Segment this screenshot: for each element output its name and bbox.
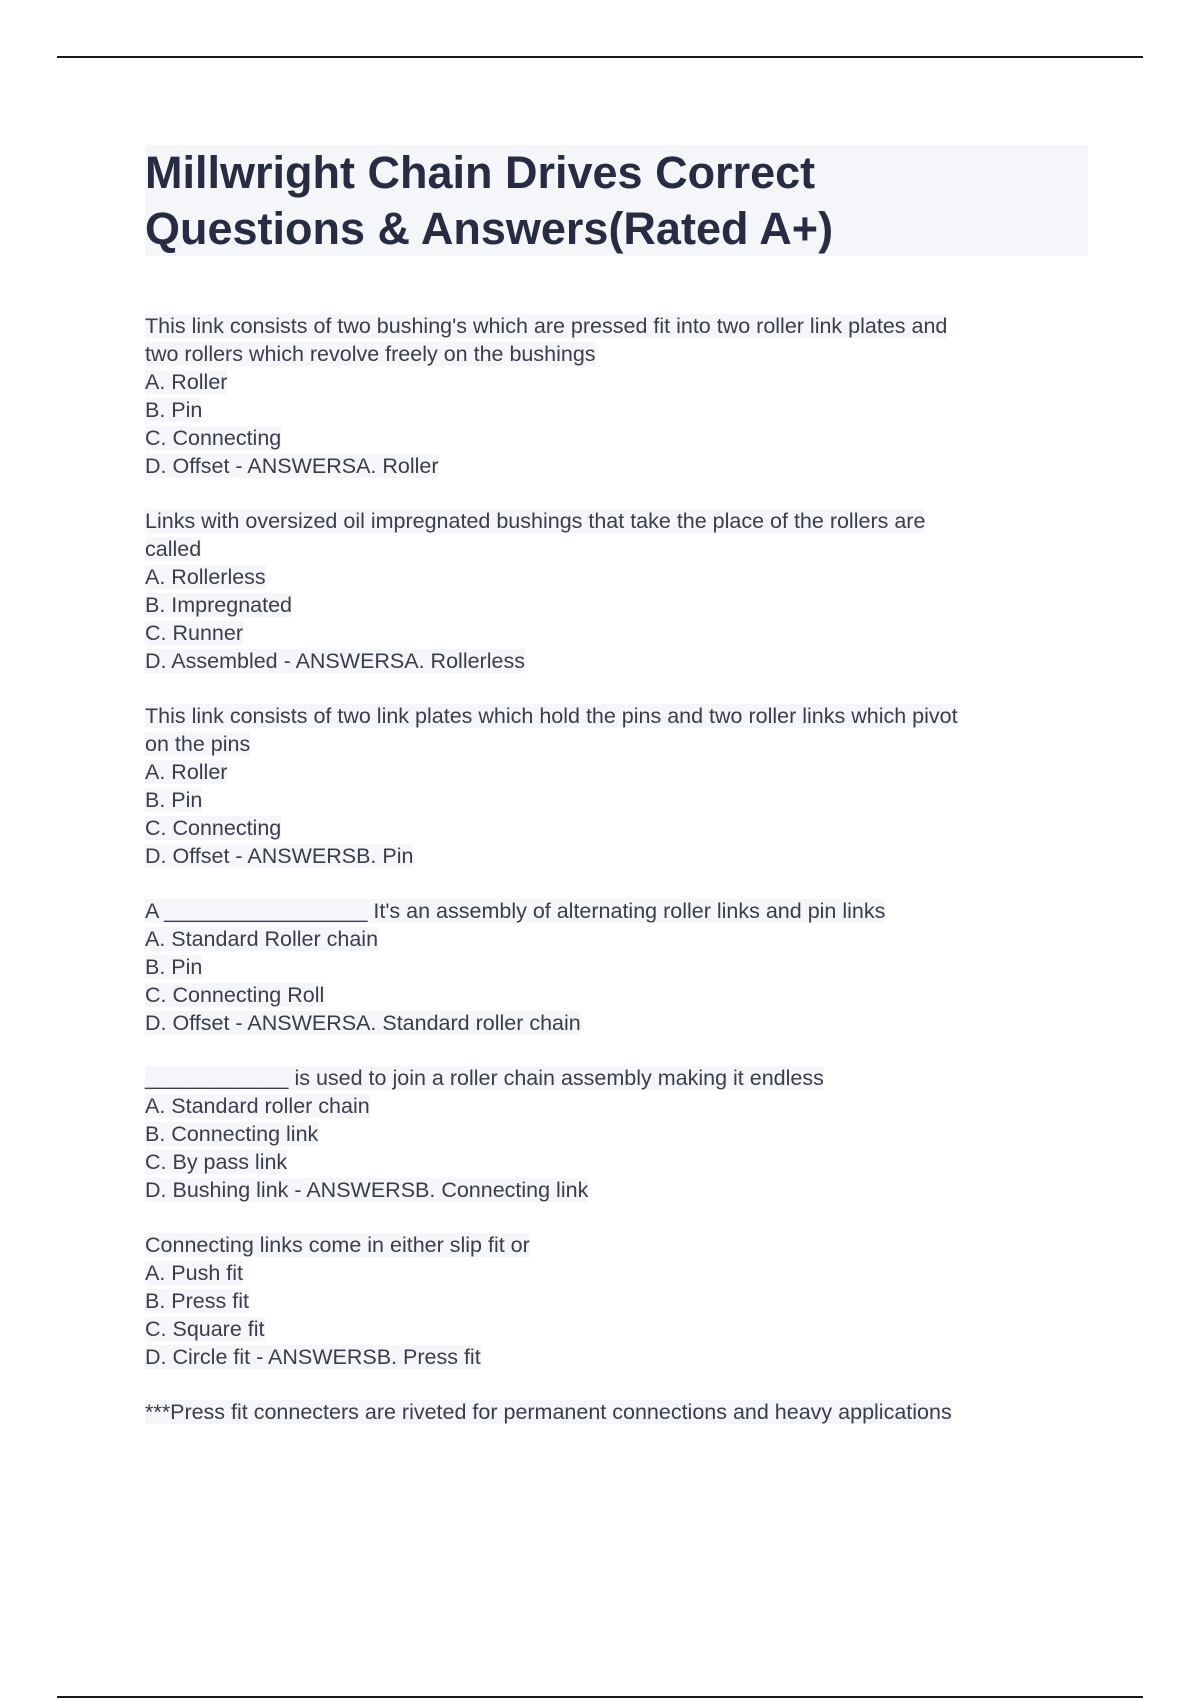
option-a: A. Roller xyxy=(145,370,228,394)
question-block xyxy=(145,702,1080,870)
option-d-answer: D. Bushing link - ANSWERSB. Connecting link xyxy=(145,1178,589,1202)
option-d-answer: D. Assembled - ANSWERSA. Rollerless xyxy=(145,649,525,673)
page-title xyxy=(145,145,1088,257)
note-block xyxy=(145,1398,1080,1426)
title-line: Questions & Answers(Rated A+) xyxy=(145,203,834,254)
question-text: called xyxy=(145,537,202,561)
option-b: B. Press fit xyxy=(145,1289,249,1313)
option-b: B. Pin xyxy=(145,955,203,979)
question-text: two rollers which revolve freely on the bushings xyxy=(145,342,596,366)
option-b: B. Pin xyxy=(145,788,203,812)
option-a: A. Push fit xyxy=(145,1261,243,1285)
option-c: C. Square fit xyxy=(145,1317,265,1341)
question-text: A _________________ It's an assembly of alternating roller links and pin links xyxy=(145,899,886,923)
top-rule xyxy=(57,56,1143,58)
option-b: B. Connecting link xyxy=(145,1122,319,1146)
title-line: Millwright Chain Drives Correct xyxy=(145,147,816,198)
question-block xyxy=(145,507,1080,675)
question-text: This link consists of two bushing's which are pressed fit into two roller link plates and xyxy=(145,314,948,338)
option-c: C. Runner xyxy=(145,621,243,645)
option-c: C. Connecting xyxy=(145,426,282,450)
title-block xyxy=(145,145,1088,256)
option-d-answer: D. Offset - ANSWERSA. Standard roller chain xyxy=(145,1011,581,1035)
question-text: ____________ is used to join a roller chain assembly making it endless xyxy=(145,1066,824,1090)
question-block xyxy=(145,1064,1080,1204)
questions-list xyxy=(145,312,1080,1426)
question-block xyxy=(145,897,1080,1037)
option-a: A. Rollerless xyxy=(145,565,266,589)
option-a: A. Standard Roller chain xyxy=(145,927,379,951)
question-text: Connecting links come in either slip fit or xyxy=(145,1233,530,1257)
option-d-answer: D. Offset - ANSWERSA. Roller xyxy=(145,454,439,478)
question-text: on the pins xyxy=(145,732,251,756)
option-c: C. By pass link xyxy=(145,1150,288,1174)
option-a: A. Roller xyxy=(145,760,228,784)
question-block xyxy=(145,1231,1080,1371)
option-c: C. Connecting Roll xyxy=(145,983,325,1007)
option-d-answer: D. Circle fit - ANSWERSB. Press fit xyxy=(145,1345,481,1369)
option-c: C. Connecting xyxy=(145,816,282,840)
note-text: ***Press fit connecters are riveted for permanent connections and heavy applications xyxy=(145,1400,952,1424)
question-text: Links with oversized oil impregnated bushings that take the place of the rollers are xyxy=(145,509,926,533)
option-d-answer: D. Offset - ANSWERSB. Pin xyxy=(145,844,414,868)
question-block xyxy=(145,312,1080,480)
bottom-rule xyxy=(57,1696,1143,1698)
option-b: B. Pin xyxy=(145,398,203,422)
option-b: B. Impregnated xyxy=(145,593,293,617)
option-a: A. Standard roller chain xyxy=(145,1094,370,1118)
question-text: This link consists of two link plates which hold the pins and two roller links which pivot xyxy=(145,704,958,728)
